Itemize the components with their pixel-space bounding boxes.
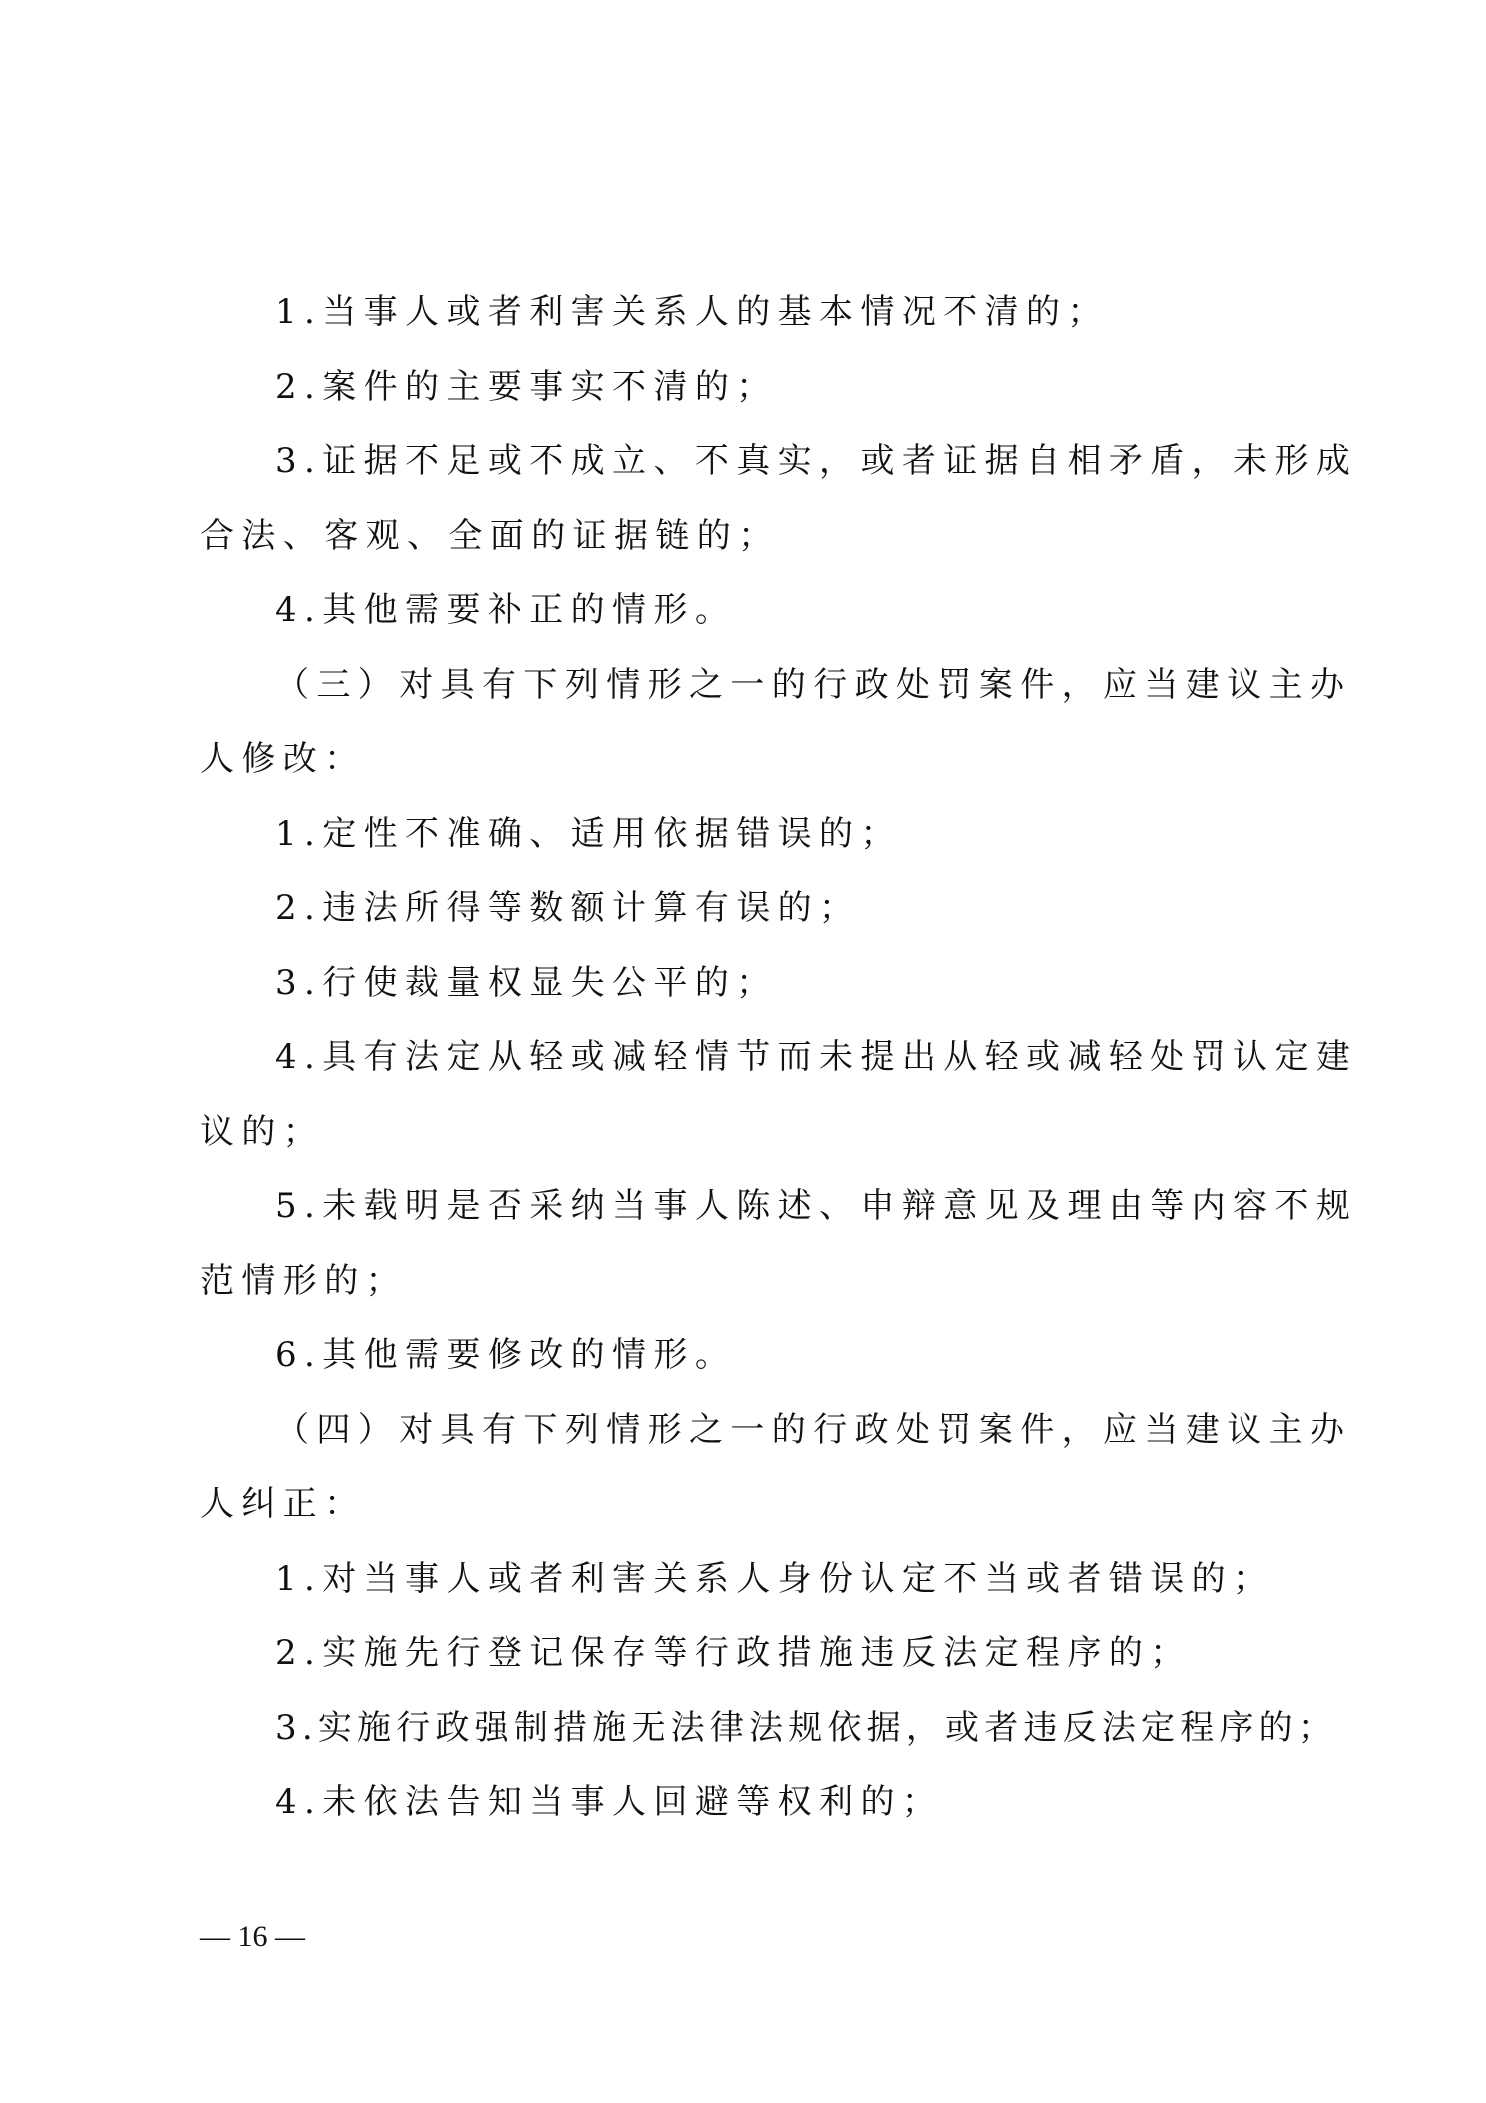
text-line: 6.其他需要修改的情形。 [275,1335,737,1375]
text-line: 人修改： [200,739,366,779]
text-line: 1.对当事人或者利害关系人身份认定不当或者错误的； [275,1559,1275,1599]
text-line: 3.行使裁量权显失公平的； [275,963,778,1003]
text-line: 5.未载明是否采纳当事人陈述、申辩意见及理由等内容不规 [275,1186,1358,1226]
text-line: 人纠正： [200,1484,366,1524]
text-line: 4.其他需要补正的情形。 [275,590,737,630]
text-line: 合法、客观、全面的证据链的； [200,516,780,556]
page-number: — 16 — [200,1920,305,1953]
section-heading-4: （四）对具有下列情形之一的行政处罚案件，应当建议主办 [275,1410,1352,1450]
text-line: 议的； [200,1112,325,1152]
text-line: 4.未依法告知当事人回避等权利的； [275,1782,944,1822]
text-line: 2.实施先行登记保存等行政措施违反法定程序的； [275,1633,1192,1673]
text-line: 1.定性不准确、适用依据错误的； [275,814,902,854]
text-line: 2.违法所得等数额计算有误的； [275,888,861,928]
text-line: 2.案件的主要事实不清的； [275,367,778,407]
section-heading-3: （三）对具有下列情形之一的行政处罚案件，应当建议主办 [275,665,1352,705]
text-line: 3.证据不足或不成立、不真实，或者证据自相矛盾，未形成 [275,441,1358,481]
text-line: 范情形的； [200,1261,407,1301]
text-line: 1.当事人或者利害关系人的基本情况不清的； [275,292,1109,332]
text-line: 3.实施行政强制措施无法律法规依据，或者违反法定程序的； [275,1708,1338,1748]
text-line: 4.具有法定从轻或减轻情节而未提出从轻或减轻处罚认定建 [275,1037,1358,1077]
